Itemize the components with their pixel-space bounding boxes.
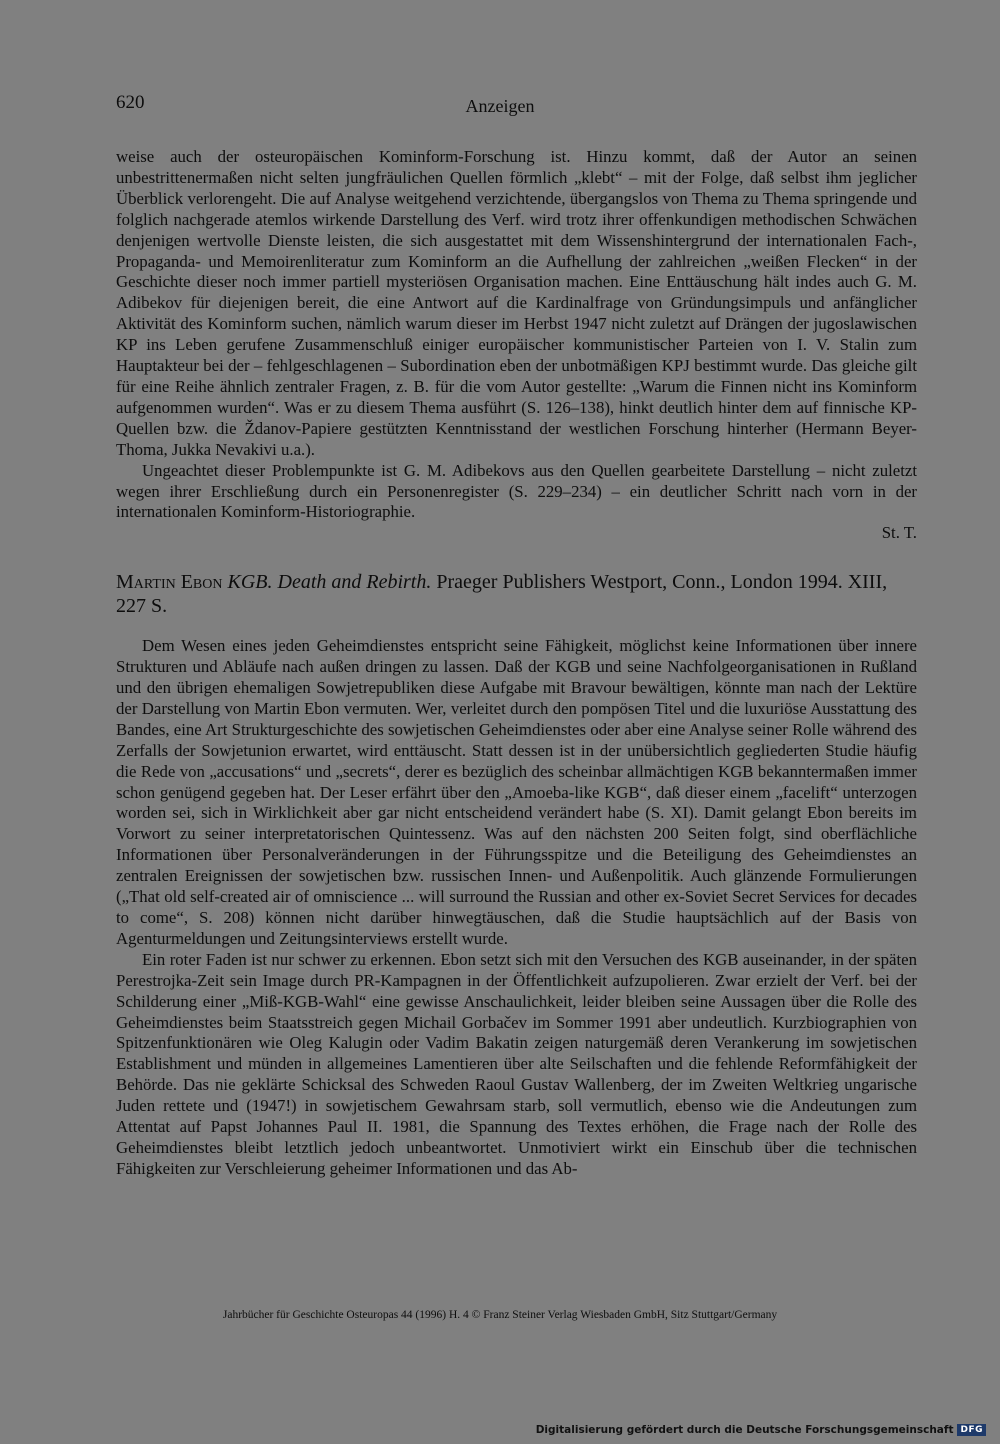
dfg-logo-icon: DFG [957, 1424, 986, 1436]
review2-paragraph-2: Ein roter Faden ist nur schwer zu erkennen. Ebon setzt sich mit den Versuchen des KGB auseinander, in der späten Perestrojka-Zeit sein Image durch PR-Kampagnen in der Öffentlichkeit aufzupolieren. Zwar erzielt der Verf. bei der Schilderung einer „Miß-KGB-Wahl“ eine gewisse Anschaulichkeit, leider bleiben seine Aussagen über die Rolle des Geheimdienstes beim Staatsstreich gegen Michail Gorbačev im Sommer 1991 aber undeutlich. Kurzbiographien von Spitzenfunktionären wie Oleg Kalugin oder Vadim Bakatin zeigen naturgemäß deren Verankerung im sowjetischen Establishment und münden in allgemeines Lamentieren über alte Seilschaften und die fehlende Reformfähigkeit der Behörde. Das nie geklärte Schicksal des Schweden Raoul Gustav Wallenberg, der im Zweiten Weltkrieg ungarische Juden rettete und (1947!) in sowjetischem Gewahrsam starb, soll vermutlich, ebenso wie die Andeutungen zum Attentat auf Papst Johannes Paul II. 1981, die Spannung des Textes erhöhen, die Frage nach der Rolle des Geheimdienstes bleibt letztlich jedoch unbeantwortet. Unmotiviert wirkt ein Einschub über die technischen Fähigkeiten zur Verschleierung geheimer Informationen und das Ab- [116, 949, 917, 1178]
review2-paragraph-1: Dem Wesen eines jeden Geheimdienstes entspricht seine Fähigkeit, möglichst keine Informationen über innere Strukturen und Abläufe nach außen dringen zu lassen. Daß der KGB und seine Nachfolgeorganisationen in Rußland und den übrigen ehemaligen Sowjetrepubliken diese Aufgabe mit Bravour bewältigen, könnte man nach der Lektüre der Darstellung von Martin Ebon vermuten. Wer, verleitet durch den pompösen Titel und die luxuriöse Ausstattung des Bandes, eine Art Strukturgeschichte des sowjetischen Geheimdienstes oder aber eine Analyse seiner Rolle während des Zerfalls der Sowjetunion erwartet, wird enttäuscht. Statt dessen ist in der unübersichtlich gegliederten Studie häufig die Rede von „accusations“ und „secrets“, derer es bezüglich des scheinbar allmächtigen KGB bekanntermaßen immer schon genügend gegeben hat. Der Leser erfährt über den „Amoeba-like KGB“, daß dieser einem „facelift“ unterzogen worden sei, sich in Wirklichkeit aber gar nicht entscheidend verändert habe (S. XI). Damit gelangt Ebon bereits im Vorwort zu seiner interpretatorischen Quintessenz. Was auf den nächsten 200 Seiten folgt, sind oberflächliche Informationen über Personalveränderungen in der Führungsspitze und die Beteiligung des Geheimdienstes an zentralen Ereignissen der sowjetischen bzw. russischen Innen- und Außenpolitik. Auch glänzende Formulierungen („That old self-created air of omniscience ... will surround the Russian and other ex-Soviet Secret Services for decades to come“, S. 208) können nicht darüber hinwegtäuschen, daß die Studie hauptsächlich auf der Basis von Agenturmeldungen und Zeitungsinterviews erstellt wurde. [116, 636, 917, 948]
review2-book-title: KGB. Death and Rebirth. [227, 571, 432, 594]
journal-footer: Jahrbücher für Geschichte Osteuropas 44 (1996) H. 4 © Franz Steiner Verlag Wiesbaden GmbH, Sitz Stuttgart/Germany [222, 1309, 778, 1321]
review2-publisher: Praeger Publishers Westport, Conn., London 1994. XIII, 227 S. [116, 571, 888, 618]
review1-paragraph-1: weise auch der osteuropäischen Kominform-Forschung ist. Hinzu kommt, daß der Autor an seinen unbestrittenermaßen nicht selten jungfräulichen Quellen förmlich „klebt“ – mit der Folge, daß selbst ihm jeglicher Überblick verlorengeht. Die auf Analyse weitgehend verzichtende, übergangslos von Thema zu Thema springende und folglich nachgerade atemlos wirkende Darstellung des Verf. wird trotz ihrer offenkundigen methodischen Schwächen denjenigen wertvolle Dienste leisten, die sich ausgestattet mit dem Wissenshintergrund der internationalen Fach-, Propaganda- und Memoirenliteratur zum Kominform an die Aufhellung der zahlreichen „weißen Flecken“ in der Geschichte dieser noch immer partiell mysteriösen Organisation machen. Eine Enttäuschung hält indes auch G. M. Adibekov für diejenigen bereit, die eine Antwort auf die Kardinalfrage von Gründungsimpuls und anfänglicher Aktivität des Kominform suchen, nämlich warum dieser im Herbst 1947 nicht zuletzt auf Drängen der jugoslawischen KP ins Leben gerufene Zusammenschluß einiger europäischer kommunistischer Parteien von I. V. Stalin zum Hauptakteur bei der – fehlgeschlagenen – Subordination eben der unbotmäßigen KPJ bestimmt wurde. Das gleiche gilt für eine Reihe ähnlich zentraler Fragen, z. B. für die vom Autor gestellte: „Warum die Finnen nicht ins Kominform aufgenommen wurden“. Was er zu diesem Thema ausführt (S. 126–138), hinkt deutlich hinter dem auf finnische KP-Quellen bzw. die Ždanov-Papiere gestützten Kenntnisstand der westlichen Forschung hinterher (Hermann Beyer-Thoma, Jukka Nevakivi u.a.). [116, 147, 917, 459]
review1-paragraph-2: Ungeachtet dieser Problempunkte ist G. M. Adibekovs aus den Quellen gearbeitete Darstellung – nicht zuletzt wegen ihrer Erschließung durch ein Personenregister (S. 229–234) – ein deutlicher Schritt nach vorn in der internationalen Kominform-Historiographie. [116, 460, 917, 522]
review2-heading [116, 570, 917, 618]
text-block [116, 147, 917, 1180]
review1-signature: St. T. [881, 523, 917, 543]
running-head: Anzeigen [465, 96, 535, 116]
dfg-note-text: Digitalisierung gefördert durch die Deutsche Forschungsgemeinschaft [535, 1424, 954, 1436]
review1-signature-line [116, 523, 917, 544]
page-number: 620 [116, 92, 145, 113]
dfg-funding-note [536, 1424, 986, 1436]
review2-author: Martin Ebon [116, 571, 223, 594]
